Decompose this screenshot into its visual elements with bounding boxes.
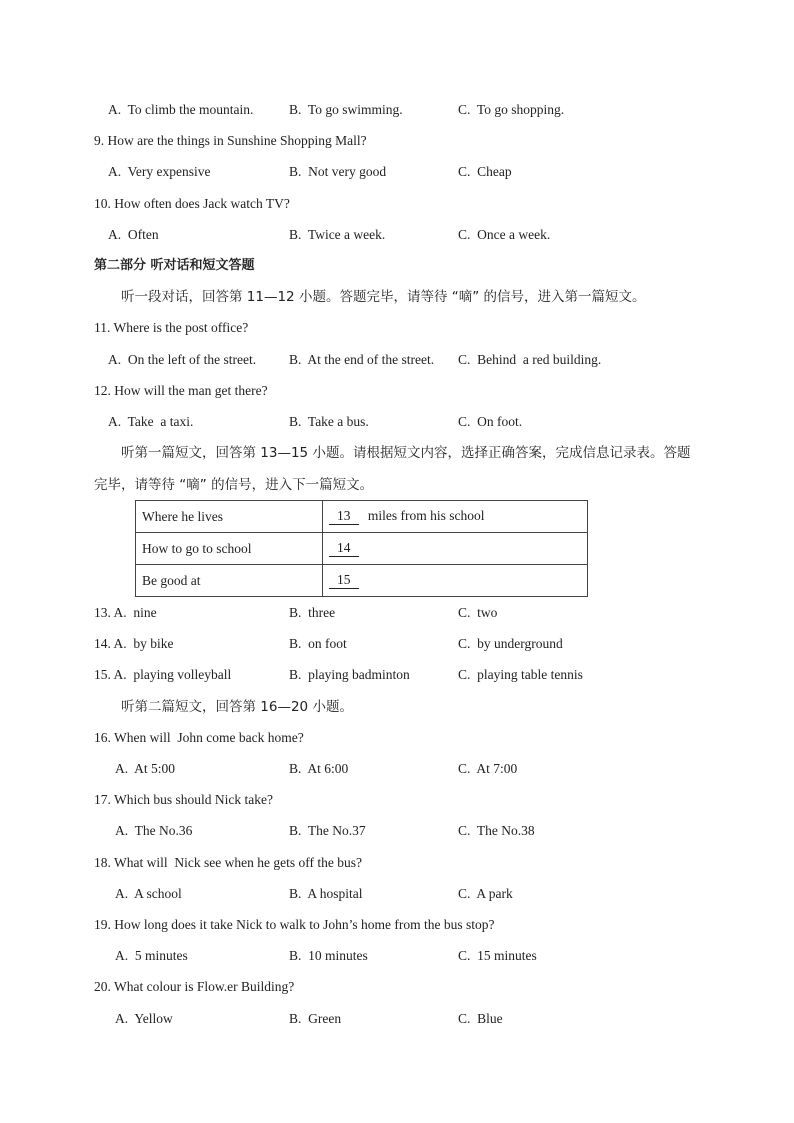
q20-question: 20. What colour is Flow.er Building? bbox=[94, 979, 295, 994]
q16-option-b: B. At 6:00 bbox=[289, 761, 349, 776]
instruction-passage-1-line-2: 完毕，请等待 “嘀” 的信号，进入下一篇短文。 bbox=[94, 477, 374, 493]
q19-option-c: C. 15 minutes bbox=[458, 948, 537, 963]
q20-option-a: A. Yellow bbox=[115, 1011, 173, 1026]
table-row-label: Where he lives bbox=[136, 501, 323, 533]
info-record-table bbox=[135, 500, 588, 597]
q18-option-c: C. A park bbox=[458, 886, 513, 901]
table-row-answer bbox=[323, 565, 588, 597]
q16-option-c: C. At 7:00 bbox=[458, 761, 518, 776]
q8-option-c: C. To go shopping. bbox=[458, 102, 565, 117]
q14-option-a: 14. A. by bike bbox=[94, 636, 174, 651]
q13-option-c: C. two bbox=[458, 605, 498, 620]
q10-option-a: A. Often bbox=[108, 227, 159, 242]
q11-option-a: A. On the left of the street. bbox=[108, 352, 257, 367]
q11-option-b: B. At the end of the street. bbox=[289, 352, 435, 367]
q12-option-b: B. Take a bus. bbox=[289, 414, 369, 429]
q18-question: 18. What will Nick see when he gets off the bus? bbox=[94, 855, 362, 870]
q8-option-a: A. To climb the mountain. bbox=[108, 102, 254, 117]
q17-question: 17. Which bus should Nick take? bbox=[94, 792, 273, 807]
answer-blank: 14 bbox=[329, 540, 359, 557]
table-row bbox=[136, 565, 588, 597]
q10-option-c: C. Once a week. bbox=[458, 227, 551, 242]
q9-option-b: B. Not very good bbox=[289, 164, 387, 179]
q11-option-c: C. Behind a red building. bbox=[458, 352, 602, 367]
q17-option-c: C. The No.38 bbox=[458, 823, 535, 838]
instruction-dialogue: 听一段对话，回答第 11—12 小题。答题完毕，请等待 “嘀” 的信号，进入第一篇短文。 bbox=[121, 289, 646, 305]
q17-option-b: B. The No.37 bbox=[289, 823, 366, 838]
table-row bbox=[136, 501, 588, 533]
q16-question: 16. When will John come back home? bbox=[94, 730, 304, 745]
q10-option-b: B. Twice a week. bbox=[289, 227, 386, 242]
q12-option-a: A. Take a taxi. bbox=[108, 414, 194, 429]
q15-option-a: 15. A. playing volleyball bbox=[94, 667, 232, 682]
table-row bbox=[136, 533, 588, 565]
section-title: 第二部分 听对话和短文答题 bbox=[94, 258, 255, 273]
blank-suffix: miles from his school bbox=[367, 508, 485, 523]
q15-option-c: C. playing table tennis bbox=[458, 667, 583, 682]
table-row-label: How to go to school bbox=[136, 533, 323, 565]
q8-option-b: B. To go swimming. bbox=[289, 102, 403, 117]
answer-blank: 15 bbox=[329, 572, 359, 589]
table-row-answer bbox=[323, 501, 588, 533]
q12-question: 12. How will the man get there? bbox=[94, 383, 268, 398]
q13-option-b: B. three bbox=[289, 605, 336, 620]
q19-question: 19. How long does it take Nick to walk to John’s home from the bus stop? bbox=[94, 917, 495, 932]
q18-option-a: A. A school bbox=[115, 886, 182, 901]
q20-option-c: C. Blue bbox=[458, 1011, 503, 1026]
answer-blank: 13 bbox=[329, 508, 359, 525]
q9-option-a: A. Very expensive bbox=[108, 164, 211, 179]
instruction-passage-2: 听第二篇短文，回答第 16—20 小题。 bbox=[121, 699, 353, 715]
q18-option-b: B. A hospital bbox=[289, 886, 363, 901]
q16-option-a: A. At 5:00 bbox=[115, 761, 176, 776]
q20-option-b: B. Green bbox=[289, 1011, 342, 1026]
q17-option-a: A. The No.36 bbox=[115, 823, 193, 838]
q9-option-c: C. Cheap bbox=[458, 164, 512, 179]
table-row-label: Be good at bbox=[136, 565, 323, 597]
q14-option-c: C. by underground bbox=[458, 636, 563, 651]
q19-option-a: A. 5 minutes bbox=[115, 948, 188, 963]
q11-question: 11. Where is the post office? bbox=[94, 320, 249, 335]
table-row-answer bbox=[323, 533, 588, 565]
q13-option-a: 13. A. nine bbox=[94, 605, 157, 620]
instruction-passage-1-line-1: 听第一篇短文，回答第 13—15 小题。请根据短文内容，选择正确答案，完成信息记录表。答题 bbox=[121, 445, 691, 461]
q12-option-c: C. On foot. bbox=[458, 414, 523, 429]
q19-option-b: B. 10 minutes bbox=[289, 948, 368, 963]
q10-question: 10. How often does Jack watch TV? bbox=[94, 196, 290, 211]
q15-option-b: B. playing badminton bbox=[289, 667, 410, 682]
q9-question: 9. How are the things in Sunshine Shopping Mall? bbox=[94, 133, 367, 148]
q14-option-b: B. on foot bbox=[289, 636, 347, 651]
